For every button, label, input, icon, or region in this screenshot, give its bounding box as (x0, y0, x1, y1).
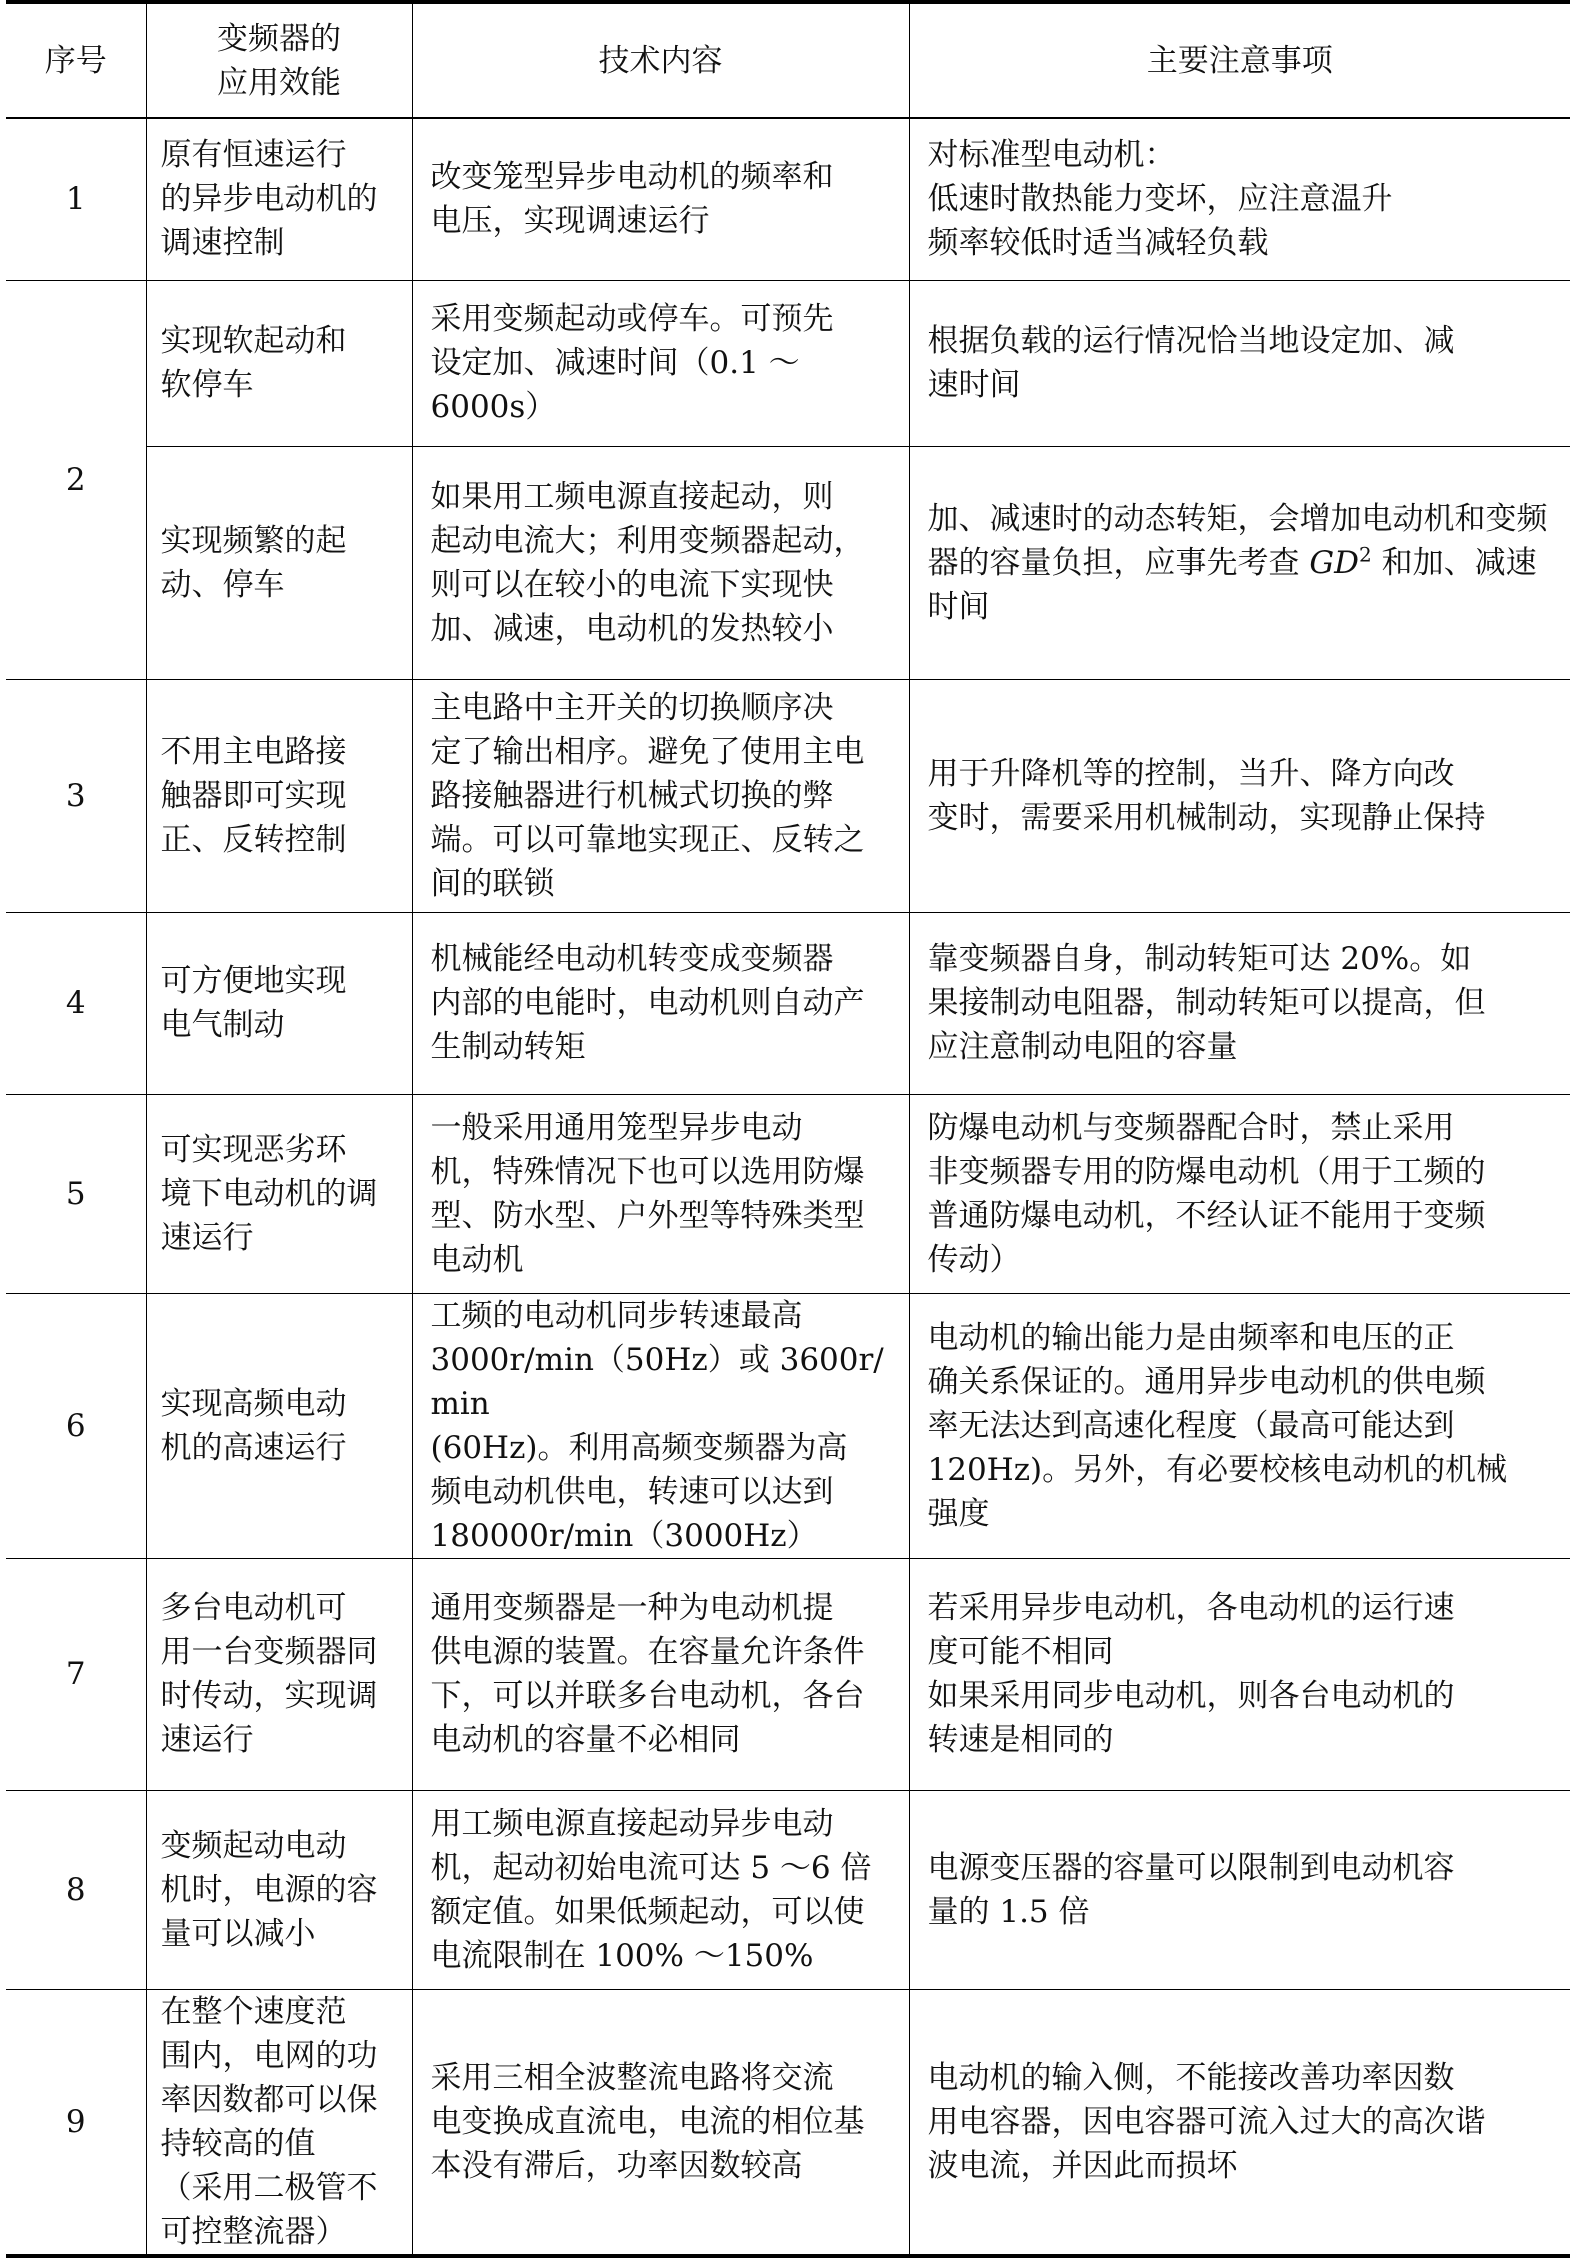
row-effect: 实现频繁的起 动、停车 (146, 446, 412, 679)
row-effect: 多台电动机可 用一台变频器同 时传动，实现调 速运行 (146, 1558, 412, 1790)
row-notes: 电源变压器的容量可以限制到电动机容 量的 1.5 倍 (909, 1790, 1570, 1989)
table-row (6, 1094, 1570, 1293)
header-effect: 变频器的 应用效能 (146, 2, 412, 118)
row-effect: 可实现恶劣环 境下电动机的调 速运行 (146, 1094, 412, 1293)
header-tech: 技术内容 (412, 2, 909, 118)
feature-table (6, 0, 1570, 2258)
table-row (6, 446, 1570, 679)
table-row (6, 679, 1570, 912)
row-index: 4 (6, 912, 146, 1094)
row-tech: 主电路中主开关的切换顺序决 定了输出相序。避免了使用主电 路接触器进行机械式切换的弊 端。可以可靠地实现正、反转之 间的联锁 (412, 679, 909, 912)
row-effect: 原有恒速运行 的异步电动机的 调速控制 (146, 118, 412, 280)
row-index: 1 (6, 118, 146, 280)
row-effect: 实现高频电动 机的高速运行 (146, 1293, 412, 1558)
row-index: 5 (6, 1094, 146, 1293)
row-tech: 通用变频器是一种为电动机提 供电源的装置。在容量允许条件 下，可以并联多台电动机，各台 电动机的容量不必相同 (412, 1558, 909, 1790)
row-notes: 对标准型电动机： 低速时散热能力变坏，应注意温升 频率较低时适当减轻负载 (909, 118, 1570, 280)
row-index: 8 (6, 1790, 146, 1989)
header-index: 序号 (6, 2, 146, 118)
row-notes: 若采用异步电动机，各电动机的运行速 度可能不相同 如果采用同步电动机，则各台电动机的 转速是相同的 (909, 1558, 1570, 1790)
table-row (6, 912, 1570, 1094)
row-notes: 防爆电动机与变频器配合时，禁止采用 非变频器专用的防爆电动机（用于工频的 普通防爆电动机，不经认证不能用于变频 传动） (909, 1094, 1570, 1293)
header-row (6, 2, 1570, 118)
table-row (6, 1790, 1570, 1989)
table-row (6, 118, 1570, 280)
row-tech: 机械能经电动机转变成变频器 内部的电能时，电动机则自动产 生制动转矩 (412, 912, 909, 1094)
header-notes: 主要注意事项 (909, 2, 1570, 118)
row-tech: 采用三相全波整流电路将交流 电变换成直流电，电流的相位基 本没有滞后，功率因数较高 (412, 1989, 909, 2256)
row-notes-text: 加、减速时的动态转矩，会增加电动机和变频器的容量负担，应事先考查 $GD^2$ 和加、减速时间 (927, 500, 1548, 625)
row-index: 2 (6, 280, 146, 679)
row-notes: 用于升降机等的控制，当升、降方向改 变时，需要采用机械制动，实现静止保持 (909, 679, 1570, 912)
row-tech: 一般采用通用笼型异步电动 机，特殊情况下也可以选用防爆 型、防水型、户外型等特殊类型 电动机 (412, 1094, 909, 1293)
row-tech: 工频的电动机同步转速最高 3000r/min（50Hz）或 3600r/min (60Hz)。利用高频变频器为高 频电动机供电，转速可以达到 180000r/min（3000Hz） (412, 1293, 909, 1558)
row-index: 6 (6, 1293, 146, 1558)
row-tech: 改变笼型异步电动机的频率和 电压，实现调速运行 (412, 118, 909, 280)
row-tech: 如果用工频电源直接起动，则 起动电流大；利用变频器起动， 则可以在较小的电流下实现快 加、减速，电动机的发热较小 (412, 446, 909, 679)
row-notes: 靠变频器自身，制动转矩可达 20%。如 果接制动电阻器，制动转矩可以提高，但 应注意制动电阻的容量 (909, 912, 1570, 1094)
row-tech: 用工频电源直接起动异步电动 机，起动初始电流可达 5 ～6 倍 额定值。如果低频起动，可以使 电流限制在 100% ～150% (412, 1790, 909, 1989)
row-notes: 根据负载的运行情况恰当地设定加、减 速时间 (909, 280, 1570, 446)
row-effect: 实现软起动和 软停车 (146, 280, 412, 446)
row-index: 3 (6, 679, 146, 912)
row-notes: 电动机的输入侧，不能接改善功率因数 用电容器，因电容器可流入过大的高次谐 波电流，并因此而损坏 (909, 1989, 1570, 2256)
row-index: 9 (6, 1989, 146, 2256)
gd-symbol: $GD^2$ (1309, 542, 1372, 581)
row-notes: 电动机的输出能力是由频率和电压的正 确关系保证的。通用异步电动机的供电频 率无法达到高速化程度（最高可能达到 120Hz)。另外，有必要校核电动机的机械 强度 (909, 1293, 1570, 1558)
table-row (6, 280, 1570, 446)
row-effect: 变频起动电动 机时，电源的容 量可以减小 (146, 1790, 412, 1989)
row-tech: 采用变频起动或停车。可预先 设定加、减速时间（0.1 ～ 6000s） (412, 280, 909, 446)
row-notes (909, 446, 1570, 679)
row-index: 7 (6, 1558, 146, 1790)
table-row (6, 1293, 1570, 1558)
row-effect: 可方便地实现 电气制动 (146, 912, 412, 1094)
table-row (6, 1558, 1570, 1790)
row-effect: 不用主电路接 触器即可实现 正、反转控制 (146, 679, 412, 912)
row-effect: 在整个速度范 围内，电网的功 率因数都可以保 持较高的值 （采用二极管不 可控整流器） (146, 1989, 412, 2256)
table-row (6, 1989, 1570, 2256)
